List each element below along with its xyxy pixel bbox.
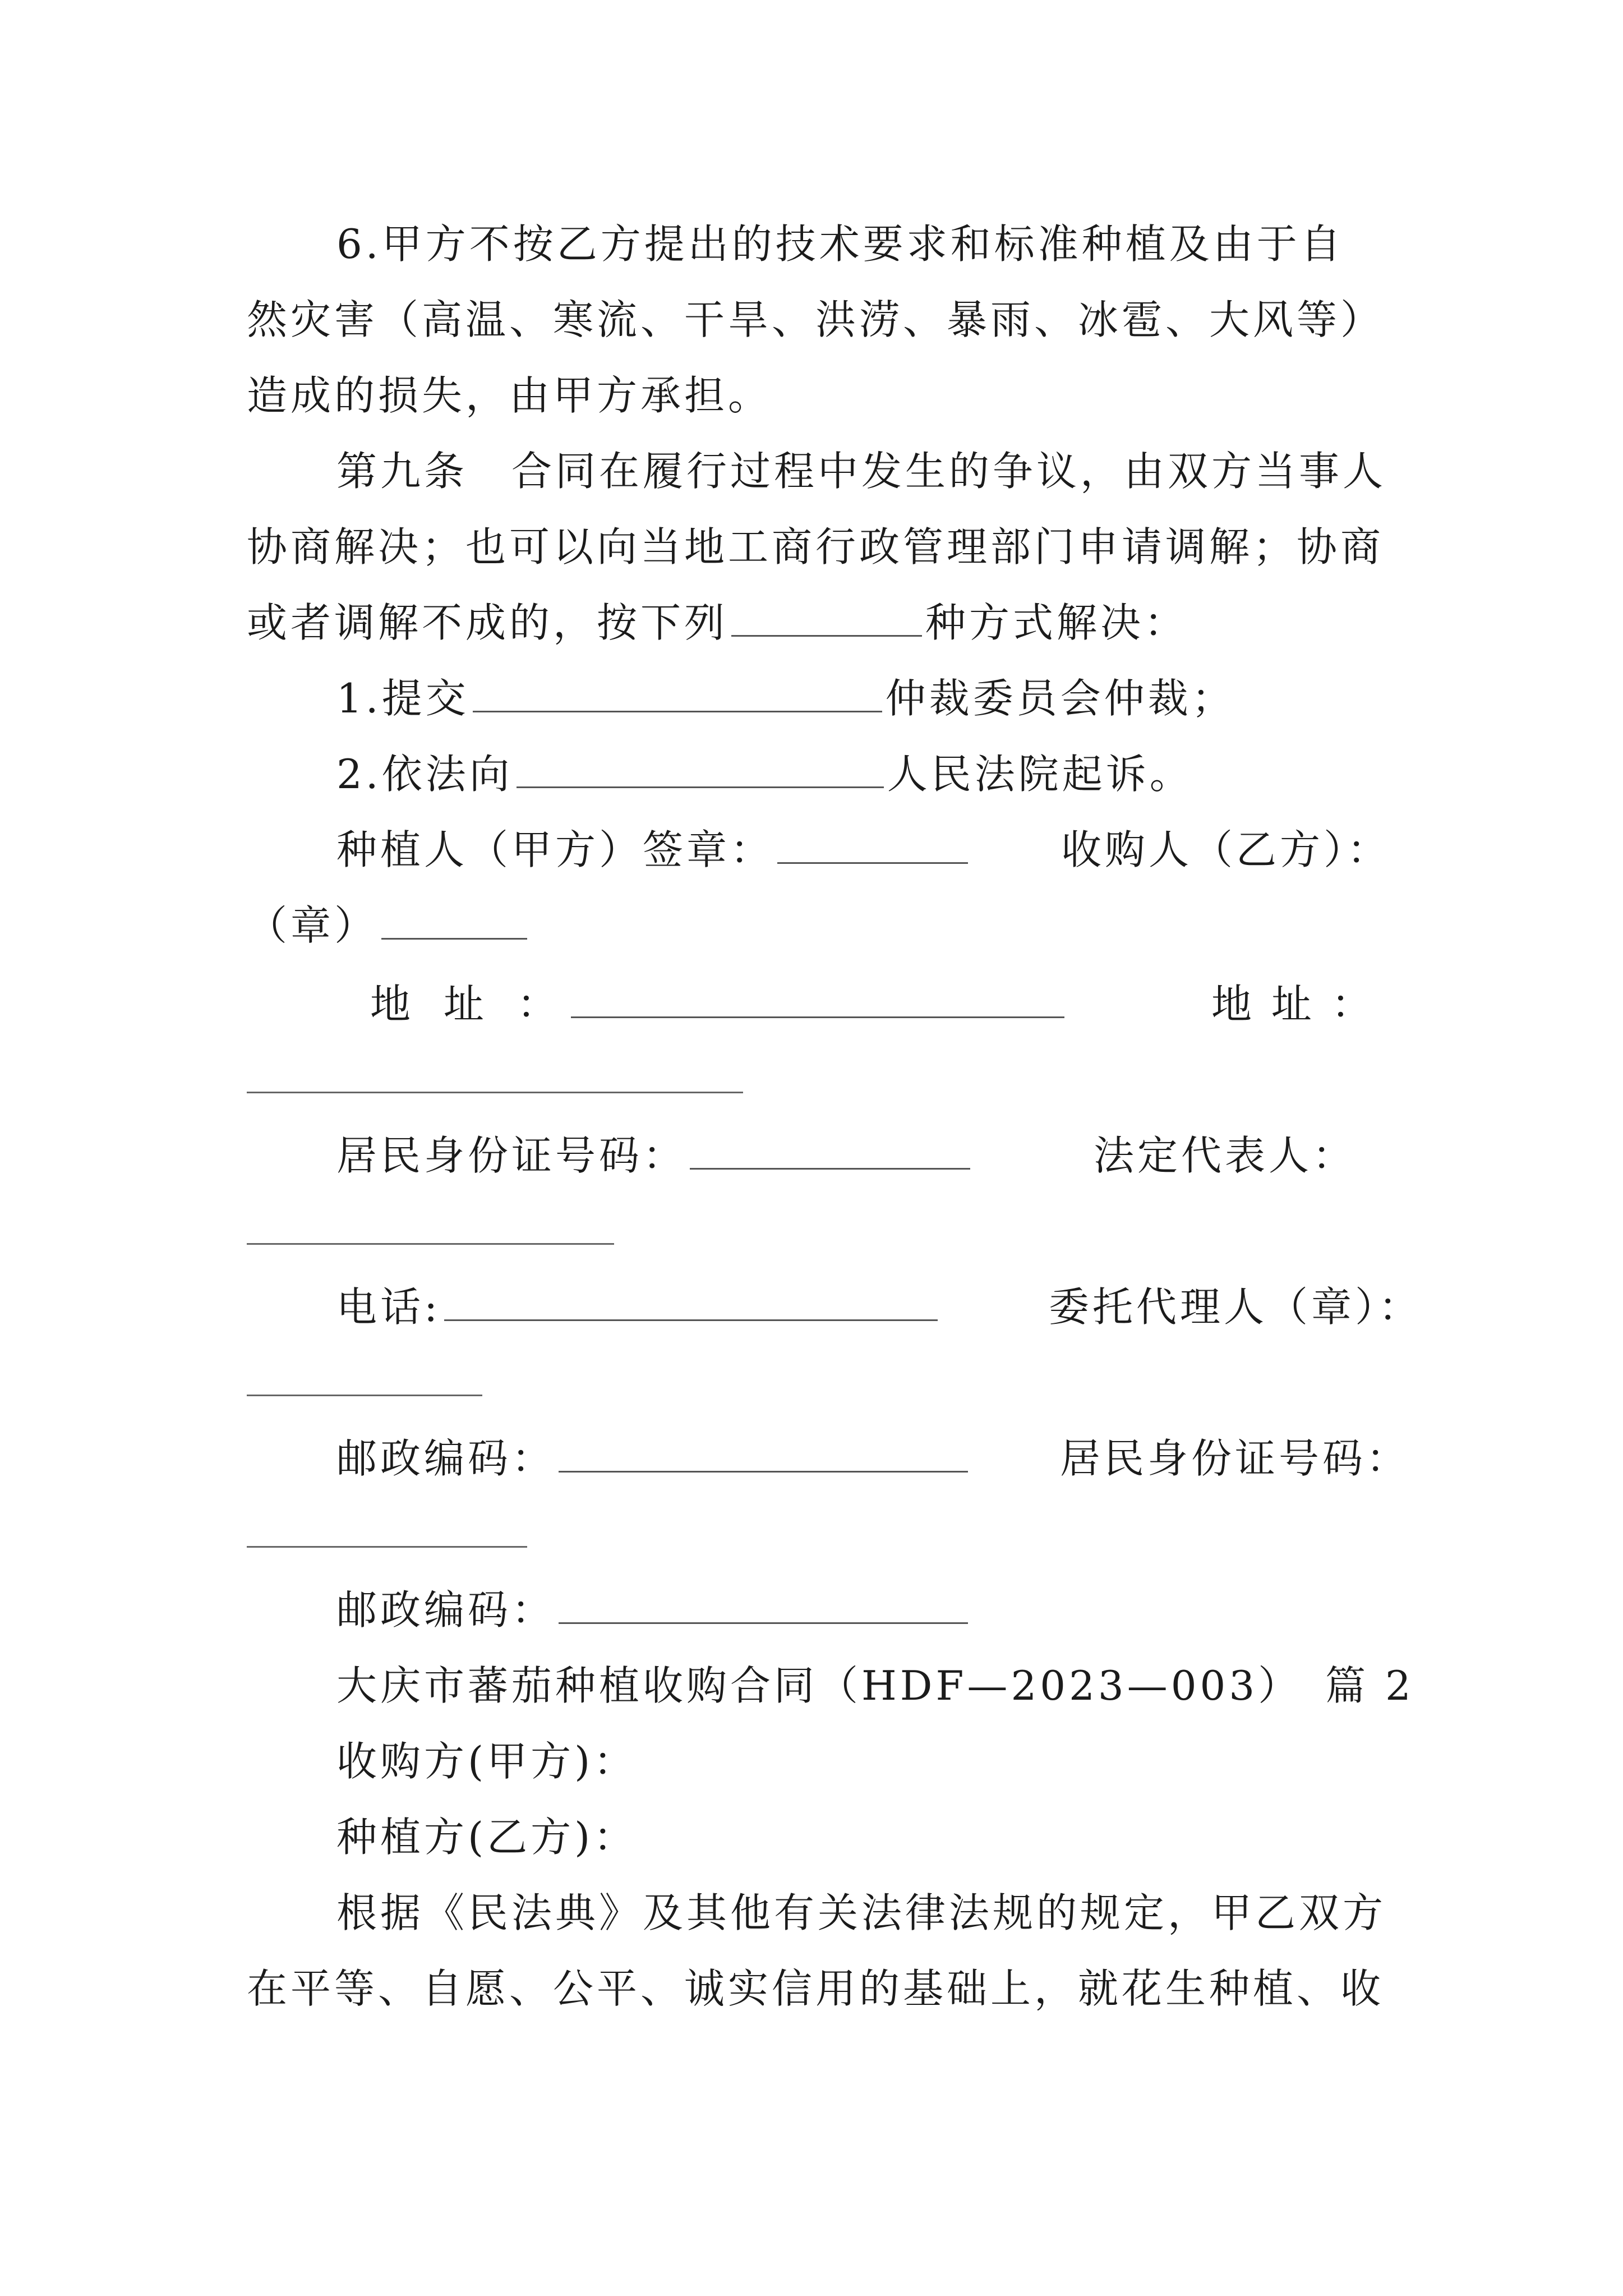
agent-blank[interactable] xyxy=(247,1395,482,1396)
option-arbitration xyxy=(336,670,1391,726)
seal-row xyxy=(247,898,1391,954)
agent-label: 委托代理人（章）： xyxy=(1049,1283,1423,1331)
planter-sign-blank[interactable] xyxy=(777,825,968,864)
buyer-address-blank[interactable] xyxy=(247,1092,743,1093)
contract2-line2: 在平等、自愿、公平、诚实信用的基础上，就花生种植、收 xyxy=(247,1965,1385,2012)
legal-rep-label: 法定代表人： xyxy=(1094,1132,1357,1179)
article9-line3 xyxy=(247,595,1391,651)
option2-post: 人民法院起诉。 xyxy=(887,751,1193,798)
article9-line3-pre: 或者调解不成的，按下列 xyxy=(247,599,728,646)
legal-rep-blank[interactable] xyxy=(247,1243,614,1245)
planter-sign-group xyxy=(336,822,971,878)
address-row xyxy=(370,976,1391,1032)
option1-post: 仲裁委员会仲裁； xyxy=(885,675,1235,722)
postal-left-label: 邮政编码： xyxy=(336,1435,556,1482)
phone-row xyxy=(336,1279,1423,1335)
postal-row xyxy=(336,1430,1410,1487)
contract2-buyer: 收购方(甲方)： xyxy=(336,1738,638,1785)
address-right-label: 地 址 ： xyxy=(1211,981,1375,1028)
planter-id-blank[interactable] xyxy=(690,1131,970,1170)
para1-line3: 造成的损失，由甲方承担。 xyxy=(247,372,772,419)
buyer-label: 收购人（乙方）： xyxy=(1061,826,1391,873)
article9-line2: 协商解决；也可以向当地工商行政管理部门申请调解；协商 xyxy=(247,523,1385,570)
arbitration-committee-blank[interactable] xyxy=(473,674,882,712)
postal-right-row xyxy=(336,1582,1391,1638)
para1-line1: 6.甲方不按乙方提出的技术要求和标准种植及由于自 xyxy=(336,220,1344,268)
method-blank[interactable] xyxy=(731,598,922,637)
phone-blank[interactable] xyxy=(444,1282,938,1321)
contract2-planter: 种植方(乙方)： xyxy=(336,1814,638,1861)
buyer-id-blank[interactable] xyxy=(247,1546,527,1548)
id-right-label: 居民身份证号码： xyxy=(1060,1435,1410,1482)
postal-right-label: 邮政编码： xyxy=(336,1586,556,1634)
para1-line2: 然灾害（高温、寒流、干旱、洪涝、暴雨、冰雹、大风等） xyxy=(247,296,1385,343)
contract2-title: 大庆市蕃茄种植收购合同（HDF—2023—003） 篇 2 xyxy=(336,1662,1414,1709)
buyer-seal-blank[interactable] xyxy=(381,901,527,940)
article9-line1: 第九条 合同在履行过程中发生的争议，由双方当事人 xyxy=(336,448,1387,495)
planter-address-blank[interactable] xyxy=(571,979,1064,1018)
planter-postal-blank[interactable] xyxy=(559,1434,968,1473)
option2-pre: 2.依法向 xyxy=(336,751,513,798)
buyer-postal-blank[interactable] xyxy=(559,1585,968,1624)
id-label: 居民身份证号码： xyxy=(336,1132,687,1179)
address-left-label: 地 址 ： xyxy=(370,981,568,1028)
phone-label: 电话: xyxy=(336,1283,441,1331)
article9-line3-post: 种方式解决： xyxy=(925,599,1188,646)
seal-label: （章） xyxy=(247,902,379,949)
contract2-line1: 根据《民法典》及其他有关法律法规的规定，甲乙双方 xyxy=(336,1889,1387,1936)
court-blank[interactable] xyxy=(517,749,884,788)
option-court xyxy=(336,746,1391,802)
id-row xyxy=(336,1128,1391,1184)
planter-label: 种植人（甲方）签章： xyxy=(336,826,774,873)
option1-pre: 1.提交 xyxy=(336,675,469,722)
signature-row1 xyxy=(336,822,1391,878)
